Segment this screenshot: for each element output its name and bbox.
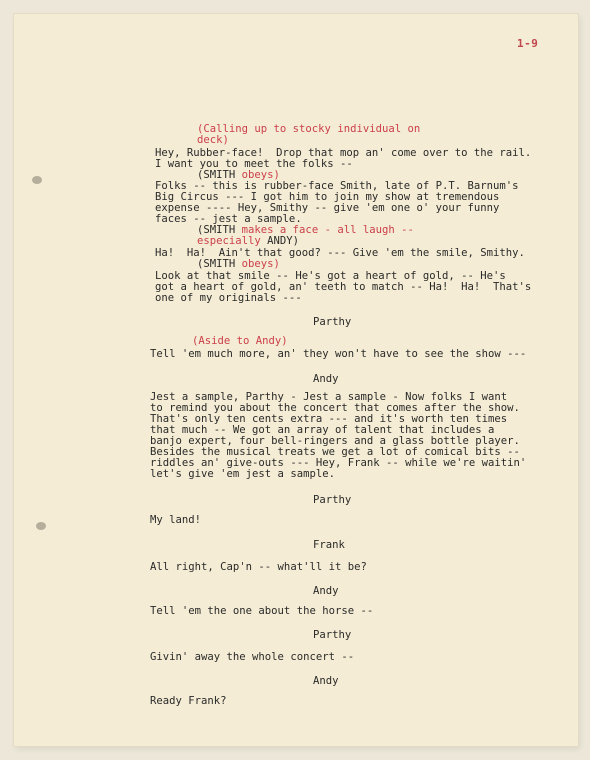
typed-text: Tell 'em the one about the horse -- (150, 605, 374, 617)
typed-text: Andy (313, 585, 339, 597)
typed-text: that much -- We got an array of talent that includes a (150, 424, 495, 436)
typed-text: (SMITH (197, 258, 242, 270)
typed-text: Hey, Rubber-face! Drop that mop an' come over to the rail. (155, 147, 532, 159)
stage-direction-line (197, 124, 420, 135)
typed-text: (SMITH (197, 224, 242, 236)
red-annotation-text: (Calling up to stocky individual on (197, 123, 421, 135)
red-annotation-text: obeys) (241, 258, 280, 270)
typed-text: My land! (150, 514, 202, 526)
dialogue-line (155, 293, 302, 304)
typed-text: Andy (313, 675, 339, 687)
dialogue-line (150, 515, 201, 526)
typed-text: riddles an' give-outs --- Hey, Frank -- while we're waitin' (150, 457, 527, 469)
typed-text: banjo expert, four bell-ringers and a glass bottle player. (150, 435, 520, 447)
typed-text: Parthy (313, 316, 352, 328)
typed-text: Ready Frank? (150, 695, 227, 707)
typed-text: Parthy (313, 629, 352, 641)
typed-text: That's only ten cents extra --- and it's worth ten times (150, 413, 508, 425)
speaker-name (313, 373, 339, 385)
speaker-name (313, 494, 351, 506)
speaker-name (313, 675, 339, 687)
typed-text: Jest a sample, Parthy - Jest a sample - Now folks I want (150, 391, 508, 403)
red-annotation-text: makes a face - all laugh -- (241, 224, 414, 236)
speaker-name (313, 316, 351, 328)
typed-text: All right, Cap'n -- what'll it be? (150, 561, 367, 573)
typed-text: Look at that smile -- He's got a heart of gold, -- He's (155, 270, 506, 282)
dialogue-line (150, 469, 335, 480)
typed-text: Givin' away the whole concert -- (150, 651, 355, 663)
stage-direction-line (197, 259, 280, 270)
dialogue-line (150, 696, 227, 707)
typed-text: Frank (313, 539, 345, 551)
typed-text: expense ---- Hey, Smithy -- give 'em one o' your funny (155, 202, 500, 214)
stage-direction-line (192, 336, 288, 347)
typed-text: (SMITH (197, 169, 242, 181)
red-annotation-text: (Aside to Andy) (192, 335, 288, 347)
typed-text: Andy (313, 373, 339, 385)
punch-hole-mark (36, 522, 46, 530)
typed-text: got a heart of gold, an' teeth to match -- Ha! Ha! That's (155, 281, 532, 293)
typed-text: faces -- jest a sample. (155, 213, 302, 225)
typed-text: Folks -- this is rubber-face Smith, late of P.T. Barnum's (155, 180, 519, 192)
speaker-name (313, 585, 339, 597)
dialogue-line (150, 652, 354, 663)
stage-direction-line (197, 236, 299, 247)
punch-hole-mark (32, 176, 42, 184)
dialogue-line (150, 562, 367, 573)
speaker-name (313, 629, 351, 641)
stage-direction-line (197, 135, 229, 146)
typed-text: Big Circus --- I got him to join my show at tremendous (155, 191, 500, 203)
dialogue-line (150, 606, 373, 617)
red-annotation-text: especially (197, 235, 268, 247)
dialogue-line (150, 349, 526, 360)
page-number: 1-9 (517, 37, 539, 50)
typed-text: ANDY) (267, 235, 300, 247)
red-annotation-text: obeys) (241, 169, 280, 181)
typed-text: Parthy (313, 494, 352, 506)
typed-text: one of my originals --- (155, 292, 302, 304)
typed-text: Tell 'em much more, an' they won't have to see the show --- (150, 348, 527, 360)
red-annotation-text: deck) (197, 134, 229, 146)
typed-text: Ha! Ha! Ain't that good? --- Give 'em the smile, Smithy. (155, 247, 525, 259)
typed-text: to remind you about the concert that comes after the show. (150, 402, 520, 414)
speaker-name (313, 539, 345, 551)
typed-text: I want you to meet the folks -- (155, 158, 353, 170)
typed-text: Besides the musical treats we get a lot of comical bits -- (150, 446, 520, 458)
typed-text: let's give 'em jest a sample. (150, 468, 335, 480)
